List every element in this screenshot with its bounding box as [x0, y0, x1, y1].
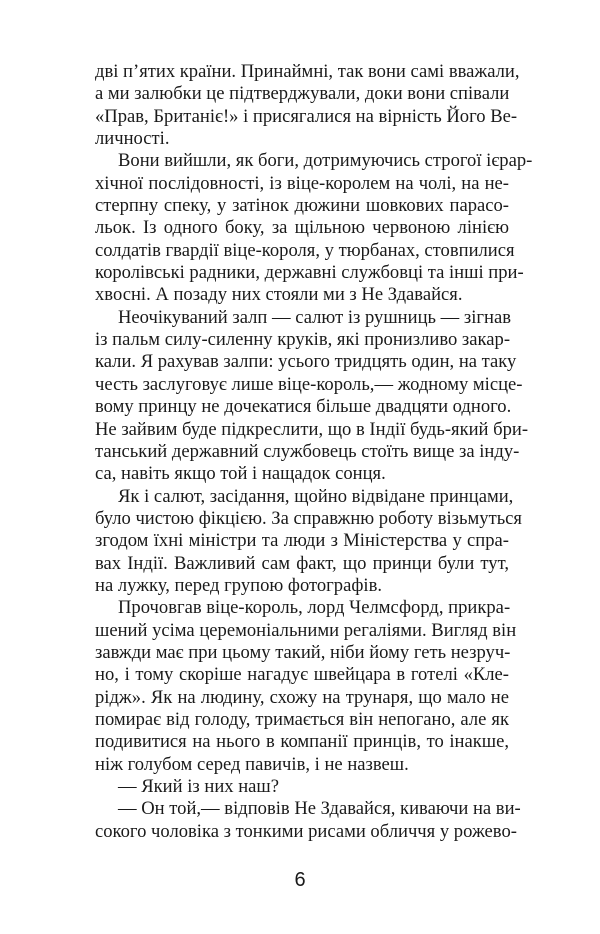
text-line: хічної послідовності, із віце-королем на чолі, на не-	[95, 172, 509, 194]
paragraph	[95, 306, 529, 486]
text-line: дві п’ятих країни. Принаймні, так вони самі вважали,	[95, 61, 520, 82]
text-line: кали. Я рахував залпи: усього тридцять один, на таку	[95, 351, 517, 373]
text-line: ніж голубом серед павичів, і не назвеш.	[95, 753, 409, 775]
text-line: вах Індії. Важливий сам факт, що принци були тут,	[95, 552, 509, 574]
text-line: а ми залюбки це підтверджували, доки вони співали	[95, 83, 510, 105]
text-line: личності.	[95, 128, 170, 150]
paragraph	[95, 597, 517, 776]
page-number: 6	[294, 869, 306, 891]
text-line: на лужку, перед групою фотографів.	[95, 574, 383, 596]
text-line: із пальм силу-силенну круків, які пронизливо закар-	[95, 329, 511, 351]
paragraph	[95, 776, 509, 798]
text-line: льок. Із одного боку, за щільною червоною лінією	[95, 217, 509, 239]
text-line: — Який із них наш?	[118, 776, 280, 797]
page-body-text	[95, 61, 533, 843]
text-line: було чистою фікцією. За справжню роботу візьмуться	[95, 507, 522, 529]
text-line: Неочікуваний залп — салют із рушниць — зігнав	[118, 306, 512, 328]
text-line: вому принцу не дочекатися більше двадцяти одного.	[95, 396, 512, 418]
text-line: стерпну спеку, у затінок дюжини шовкових парасо-	[95, 195, 509, 217]
paragraph	[95, 485, 522, 598]
text-line: завжди має при цьому такий, ніби йому геть незруч-	[95, 641, 511, 663]
text-line: Не зайвим буде підкреслити, що в Індії будь-який бри-	[95, 418, 529, 440]
text-line: танський державний службовець стоїть вище за інду-	[95, 440, 520, 462]
text-line: згодом їхні міністри та люди з Міністерства у спра-	[95, 530, 509, 552]
text-line: сокого чоловіка з тонкими рисами обличчя у рожево-	[95, 820, 517, 842]
text-line: шений усіма церемоніальними регаліями. Вигляд він	[95, 619, 517, 641]
text-line: честь заслуговує лише віце-король,— жодному місце-	[95, 373, 523, 395]
paragraph	[95, 150, 533, 306]
paragraph	[95, 798, 521, 843]
text-line: королівські радники, державні службовці та інші при-	[95, 262, 524, 284]
text-line: — Он той,— відповів Не Здавайся, киваючи на ви-	[118, 798, 521, 820]
text-line: Вони вийшли, як боги, дотримуючись строгої ієрар-	[118, 150, 533, 172]
text-line: Прочовгав віце-король, лорд Челмсфорд, прикра-	[118, 597, 511, 619]
text-line: «Прав, Британіє!» і присягалися на вірність Його Ве-	[95, 105, 518, 127]
text-line: хвосні. А позаду них стояли ми з Не Здавайся.	[95, 284, 463, 306]
text-line: помирає від голоду, тримається він непогано, але як	[95, 708, 509, 730]
text-line: рідж». Як на людину, схожу на трунаря, що мало не	[95, 686, 509, 708]
text-line: Як і салют, засідання, щойно відвідане принцами,	[118, 485, 514, 507]
text-line: са, навіть якщо той і нащадок сонця.	[95, 463, 386, 485]
text-line: подивитися на нього в компанії принців, то інакше,	[95, 731, 509, 753]
paragraph	[95, 61, 520, 150]
text-line: но, і тому скоріше нагадує швейцара в готелі «Кле-	[95, 664, 509, 686]
text-line: солдатів гвардії віце-короля, у тюрбанах, стовпилися	[95, 239, 515, 261]
